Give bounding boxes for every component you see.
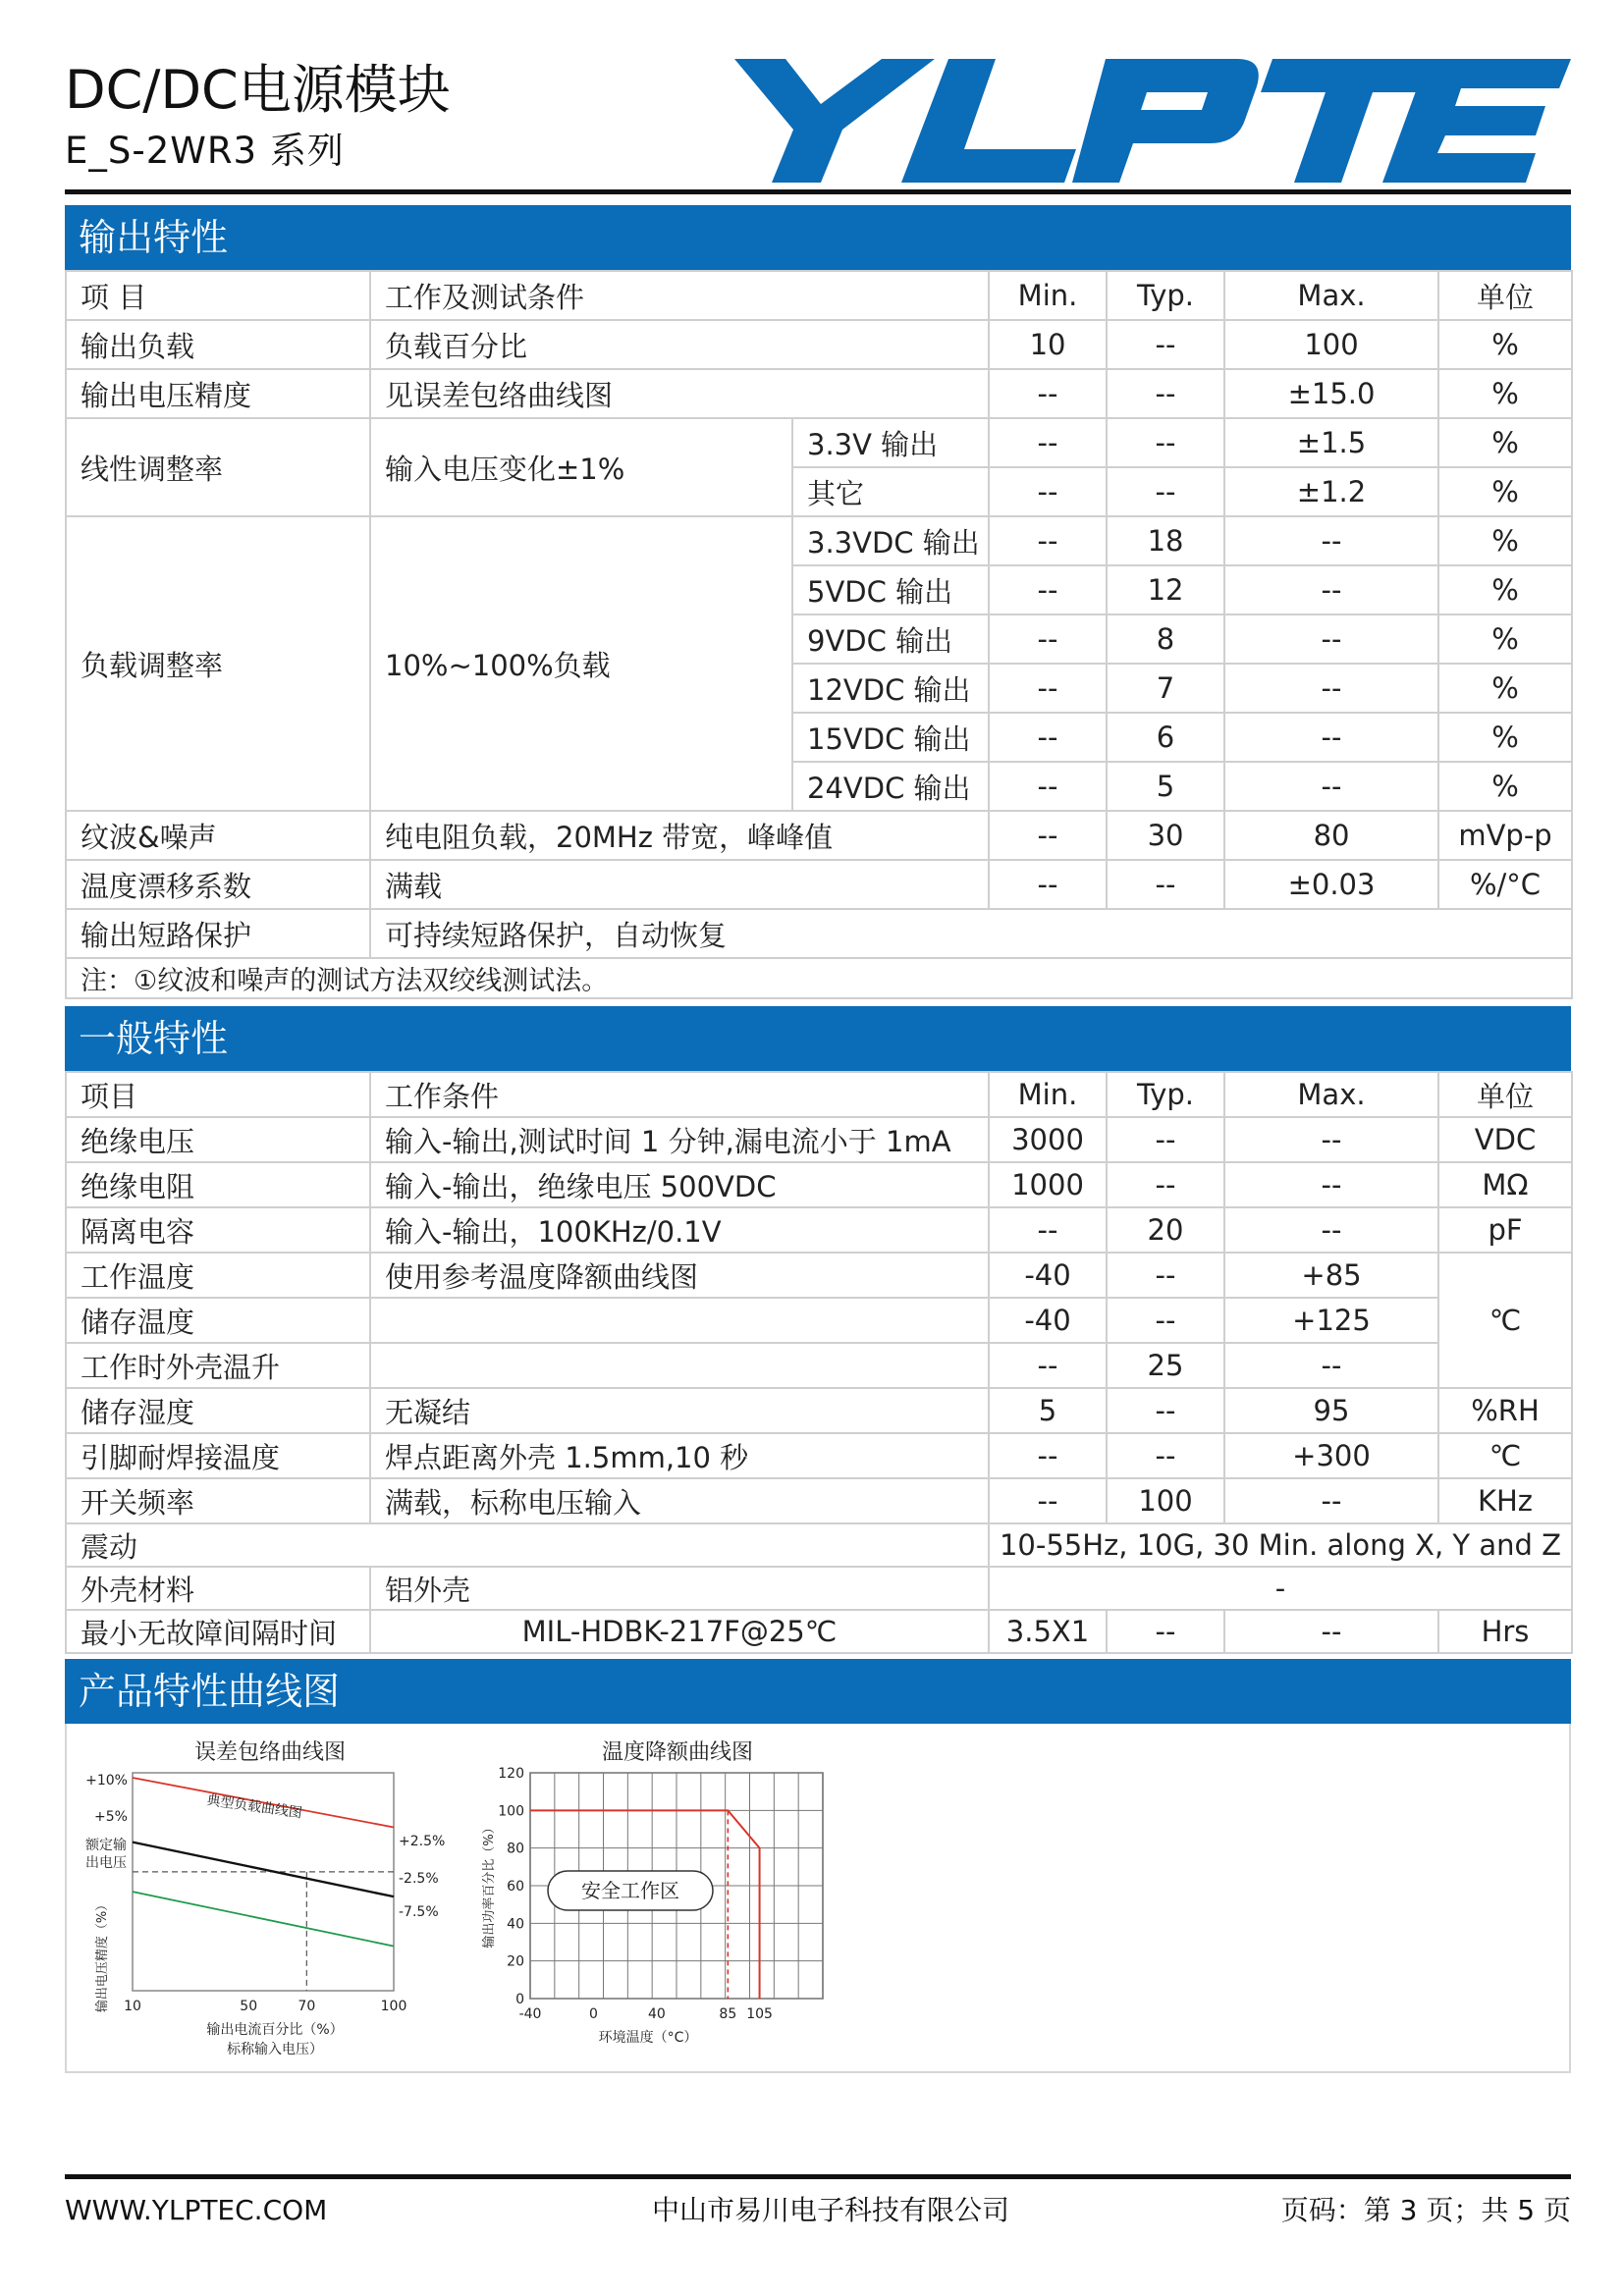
cond bbox=[370, 1298, 989, 1343]
x-tick-label: 70 bbox=[298, 1999, 316, 2014]
item: 工作时外壳温升 bbox=[66, 1343, 370, 1388]
x-tick-label: 100 bbox=[380, 1999, 407, 2014]
table-row bbox=[66, 1388, 1572, 1433]
min: -- bbox=[989, 1433, 1107, 1478]
max: ±15.0 bbox=[1224, 369, 1438, 418]
x-tick-label: 85 bbox=[719, 2006, 737, 2022]
min: -- bbox=[989, 1343, 1107, 1388]
case-value: - bbox=[989, 1567, 1572, 1610]
table-row bbox=[66, 1610, 1572, 1653]
max: -- bbox=[1224, 713, 1438, 762]
sub-cond: 12VDC 输出 bbox=[792, 664, 989, 713]
x-axis-label: 环境温度（°C） bbox=[598, 2030, 698, 2046]
doc-title: DC/DC电源模块 bbox=[65, 59, 451, 121]
chart-title: 误差包络曲线图 bbox=[193, 1740, 347, 1765]
max: -- bbox=[1224, 1207, 1438, 1253]
footer-page: 页码：第 3 页；共 5 页 bbox=[1280, 2194, 1571, 2226]
min: -- bbox=[989, 467, 1107, 516]
typ: -- bbox=[1107, 1253, 1224, 1298]
sub-cond: 5VDC 输出 bbox=[792, 565, 989, 614]
col-cond: 工作条件 bbox=[370, 1072, 989, 1117]
error-envelope-chart bbox=[79, 1737, 471, 2061]
cond: 使用参考温度降额曲线图 bbox=[370, 1253, 989, 1298]
item: 绝缘电压 bbox=[66, 1117, 370, 1162]
note-row bbox=[66, 958, 1572, 998]
typ: -- bbox=[1107, 1433, 1224, 1478]
min: -- bbox=[989, 418, 1107, 467]
right-label-0: +2.5% bbox=[399, 1834, 446, 1849]
item: 线性调整率 bbox=[66, 418, 370, 516]
doc-series: E_S-2WR3 系列 bbox=[65, 130, 345, 172]
max: -- bbox=[1224, 1117, 1438, 1162]
table-row bbox=[66, 909, 1572, 958]
unit: % bbox=[1438, 320, 1572, 369]
item: 温度漂移系数 bbox=[66, 860, 370, 909]
section-curves-title: 产品特性曲线图 bbox=[65, 1659, 1571, 1724]
unit: % bbox=[1438, 614, 1572, 664]
unit: VDC bbox=[1438, 1117, 1572, 1162]
cond: MIL-HDBK-217F@25℃ bbox=[370, 1610, 989, 1653]
max: -- bbox=[1224, 1610, 1438, 1653]
cond: 纯电阻负载，20MHz 带宽，峰峰值 bbox=[370, 811, 989, 860]
item: 外壳材料 bbox=[66, 1567, 370, 1610]
max: ±1.2 bbox=[1224, 467, 1438, 516]
unit: %RH bbox=[1438, 1388, 1572, 1433]
min: -- bbox=[989, 664, 1107, 713]
typ: 5 bbox=[1107, 762, 1224, 811]
unit: mVp-p bbox=[1438, 811, 1572, 860]
cond: 输入-输出，绝缘电压 500VDC bbox=[370, 1162, 989, 1207]
sub-cond: 3.3V 输出 bbox=[792, 418, 989, 467]
section-output-title: 输出特性 bbox=[65, 205, 1571, 270]
min: -- bbox=[989, 860, 1107, 909]
typ: -- bbox=[1107, 860, 1224, 909]
x-axis-label-2: 标称输入电压） bbox=[227, 2042, 323, 2057]
typ: -- bbox=[1107, 1117, 1224, 1162]
col-min: Min. bbox=[989, 1072, 1107, 1117]
item: 储存温度 bbox=[66, 1298, 370, 1343]
min: 3.5X1 bbox=[989, 1610, 1107, 1653]
max: -- bbox=[1224, 664, 1438, 713]
min: -40 bbox=[989, 1253, 1107, 1298]
y-tick-label: 40 bbox=[507, 1916, 524, 1933]
right-label-2: -7.5% bbox=[399, 1904, 439, 1920]
table-row bbox=[66, 1433, 1572, 1478]
note: 注：①纹波和噪声的测试方法双绞线测试法。 bbox=[66, 958, 1572, 998]
unit: % bbox=[1438, 762, 1572, 811]
table-row bbox=[66, 1567, 1572, 1610]
cond: 10%~100%负载 bbox=[370, 516, 792, 811]
header-rule bbox=[65, 189, 1571, 194]
max: 100 bbox=[1224, 320, 1438, 369]
cond: 输入-输出,测试时间 1 分钟,漏电流小于 1mA bbox=[370, 1117, 989, 1162]
x-tick-label: 0 bbox=[588, 2006, 598, 2022]
sub-cond: 其它 bbox=[792, 467, 989, 516]
right-label-1: -2.5% bbox=[399, 1871, 439, 1887]
min: -- bbox=[989, 713, 1107, 762]
cond: 输入电压变化±1% bbox=[370, 418, 792, 516]
unit: % bbox=[1438, 565, 1572, 614]
min: 3000 bbox=[989, 1117, 1107, 1162]
item: 震动 bbox=[66, 1523, 989, 1567]
cond: 满载 bbox=[370, 860, 989, 909]
typ: -- bbox=[1107, 1388, 1224, 1433]
typ: -- bbox=[1107, 1610, 1224, 1653]
item: 储存湿度 bbox=[66, 1388, 370, 1433]
typical-curve-label: 典型负载曲线图 bbox=[205, 1792, 303, 1822]
unit: %/°C bbox=[1438, 860, 1572, 909]
temp-derating-chart bbox=[481, 1737, 874, 2061]
nominal-label-2: 出电压 bbox=[85, 1855, 127, 1871]
table-row bbox=[66, 1523, 1572, 1567]
cond: 无凝结 bbox=[370, 1388, 989, 1433]
item: 绝缘电阻 bbox=[66, 1162, 370, 1207]
max: -- bbox=[1224, 565, 1438, 614]
chart-title: 温度降额曲线图 bbox=[601, 1740, 754, 1765]
y-tick-label: 0 bbox=[515, 1992, 524, 2007]
table-row bbox=[66, 1343, 1572, 1388]
unit: % bbox=[1438, 713, 1572, 762]
cond: 可持续短路保护，自动恢复 bbox=[370, 909, 1572, 958]
footer-rule bbox=[65, 2174, 1571, 2179]
typ: -- bbox=[1107, 320, 1224, 369]
section-general-title: 一般特性 bbox=[65, 1006, 1571, 1071]
max: ±0.03 bbox=[1224, 860, 1438, 909]
y-label-plus10: +10% bbox=[85, 1773, 128, 1789]
min: -- bbox=[989, 565, 1107, 614]
col-min: Min. bbox=[989, 271, 1107, 320]
max: -- bbox=[1224, 1162, 1438, 1207]
col-typ: Typ. bbox=[1107, 1072, 1224, 1117]
max: -- bbox=[1224, 1478, 1438, 1523]
unit: % bbox=[1438, 369, 1572, 418]
y-tick-label: 80 bbox=[507, 1841, 524, 1857]
x-tick-label: 105 bbox=[746, 2006, 773, 2022]
sub-cond: 15VDC 输出 bbox=[792, 713, 989, 762]
max: ±1.5 bbox=[1224, 418, 1438, 467]
max: -- bbox=[1224, 614, 1438, 664]
unit: ℃ bbox=[1438, 1433, 1572, 1478]
typ: 30 bbox=[1107, 811, 1224, 860]
typ: 8 bbox=[1107, 614, 1224, 664]
unit: % bbox=[1438, 418, 1572, 467]
col-max: Max. bbox=[1224, 271, 1438, 320]
cond: 满载，标称电压输入 bbox=[370, 1478, 989, 1523]
item: 最小无故障间隔时间 bbox=[66, 1610, 370, 1653]
max: +125 bbox=[1224, 1298, 1438, 1343]
table-header-row bbox=[66, 271, 1572, 320]
cond: 焊点距离外壳 1.5mm,10 秒 bbox=[370, 1433, 989, 1478]
max: +300 bbox=[1224, 1433, 1438, 1478]
y-tick-label: 60 bbox=[507, 1879, 524, 1895]
nominal-label-1: 额定输 bbox=[85, 1838, 127, 1853]
item: 纹波&噪声 bbox=[66, 811, 370, 860]
item: 输出短路保护 bbox=[66, 909, 370, 958]
max: 95 bbox=[1224, 1388, 1438, 1433]
vibration-value: 10-55Hz, 10G, 30 Min. along X, Y and Z bbox=[989, 1523, 1572, 1567]
col-item: 项目 bbox=[66, 1072, 370, 1117]
cond: 负载百分比 bbox=[370, 320, 989, 369]
table-row bbox=[66, 1117, 1572, 1162]
min: -- bbox=[989, 762, 1107, 811]
cond bbox=[370, 1343, 989, 1388]
series-line-1 bbox=[133, 1842, 394, 1897]
min: 5 bbox=[989, 1388, 1107, 1433]
typ: -- bbox=[1107, 418, 1224, 467]
typ: 6 bbox=[1107, 713, 1224, 762]
table-header-row bbox=[66, 1072, 1572, 1117]
y-tick-label: 120 bbox=[498, 1766, 524, 1782]
safe-area-label: 安全工作区 bbox=[581, 1879, 679, 1902]
item: 工作温度 bbox=[66, 1253, 370, 1298]
table-row bbox=[66, 418, 1572, 467]
footer-website[interactable]: WWW.YLPTEC.COM bbox=[65, 2194, 328, 2226]
table-row bbox=[66, 1253, 1572, 1298]
unit: Hrs bbox=[1438, 1610, 1572, 1653]
footer-company: 中山市易川电子科技有限公司 bbox=[652, 2194, 1010, 2226]
y-label-plus5: +5% bbox=[94, 1809, 128, 1825]
item: 开关频率 bbox=[66, 1478, 370, 1523]
typ: 7 bbox=[1107, 664, 1224, 713]
table-row bbox=[66, 516, 1572, 565]
min: -- bbox=[989, 1478, 1107, 1523]
max: -- bbox=[1224, 516, 1438, 565]
unit: % bbox=[1438, 467, 1572, 516]
table-row bbox=[66, 1298, 1572, 1343]
typ: 18 bbox=[1107, 516, 1224, 565]
max: +85 bbox=[1224, 1253, 1438, 1298]
y-tick-label: 20 bbox=[507, 1953, 524, 1970]
min: 1000 bbox=[989, 1162, 1107, 1207]
x-tick-label: 40 bbox=[647, 2006, 666, 2022]
sub-cond: 9VDC 输出 bbox=[792, 614, 989, 664]
item: 输出负载 bbox=[66, 320, 370, 369]
typ: -- bbox=[1107, 1298, 1224, 1343]
typ: -- bbox=[1107, 369, 1224, 418]
x-tick-label: 50 bbox=[240, 1999, 258, 2014]
series-line-2 bbox=[133, 1892, 394, 1947]
max: 80 bbox=[1224, 811, 1438, 860]
table-row bbox=[66, 369, 1572, 418]
typ: 100 bbox=[1107, 1478, 1224, 1523]
y-axis-label: 输出电压精度（%） bbox=[95, 1897, 110, 2013]
min: -40 bbox=[989, 1298, 1107, 1343]
min: 10 bbox=[989, 320, 1107, 369]
sub-cond: 3.3VDC 输出 bbox=[792, 516, 989, 565]
col-unit: 单位 bbox=[1438, 1072, 1572, 1117]
x-tick-label: 10 bbox=[124, 1999, 141, 2014]
ylptec-logo bbox=[734, 59, 1571, 183]
typ: 12 bbox=[1107, 565, 1224, 614]
item: 引脚耐焊接温度 bbox=[66, 1433, 370, 1478]
item: 负载调整率 bbox=[66, 516, 370, 811]
x-tick-label: -40 bbox=[518, 2006, 542, 2022]
min: -- bbox=[989, 369, 1107, 418]
table-row bbox=[66, 811, 1572, 860]
cond: 输入-输出，100KHz/0.1V bbox=[370, 1207, 989, 1253]
unit: % bbox=[1438, 516, 1572, 565]
typ: 20 bbox=[1107, 1207, 1224, 1253]
y-axis-label: 输出功率百分比（%） bbox=[482, 1821, 497, 1949]
y-tick-label: 100 bbox=[498, 1803, 524, 1820]
col-unit: 单位 bbox=[1438, 271, 1572, 320]
table-row bbox=[66, 860, 1572, 909]
min: -- bbox=[989, 811, 1107, 860]
table-row bbox=[66, 1478, 1572, 1523]
typ: -- bbox=[1107, 467, 1224, 516]
table-row bbox=[66, 320, 1572, 369]
sub-cond: 24VDC 输出 bbox=[792, 762, 989, 811]
unit: % bbox=[1438, 664, 1572, 713]
min: -- bbox=[989, 1207, 1107, 1253]
typ: 25 bbox=[1107, 1343, 1224, 1388]
unit: pF bbox=[1438, 1207, 1572, 1253]
col-typ: Typ. bbox=[1107, 271, 1224, 320]
cond: 见误差包络曲线图 bbox=[370, 369, 989, 418]
typ: -- bbox=[1107, 1162, 1224, 1207]
output-table bbox=[65, 270, 1573, 999]
table-row bbox=[66, 1207, 1572, 1253]
col-cond: 工作及测试条件 bbox=[370, 271, 989, 320]
x-axis-label: 输出电流百分比（%） bbox=[206, 2022, 344, 2038]
max: -- bbox=[1224, 762, 1438, 811]
item: 输出电压精度 bbox=[66, 369, 370, 418]
unit: KHz bbox=[1438, 1478, 1572, 1523]
col-item: 项 目 bbox=[66, 271, 370, 320]
table-row bbox=[66, 1162, 1572, 1207]
cond: 铝外壳 bbox=[370, 1567, 989, 1610]
item: 隔离电容 bbox=[66, 1207, 370, 1253]
min: -- bbox=[989, 516, 1107, 565]
max: -- bbox=[1224, 1343, 1438, 1388]
unit: ℃ bbox=[1438, 1253, 1572, 1388]
col-max: Max. bbox=[1224, 1072, 1438, 1117]
min: -- bbox=[989, 614, 1107, 664]
general-table bbox=[65, 1071, 1573, 1654]
unit: MΩ bbox=[1438, 1162, 1572, 1207]
